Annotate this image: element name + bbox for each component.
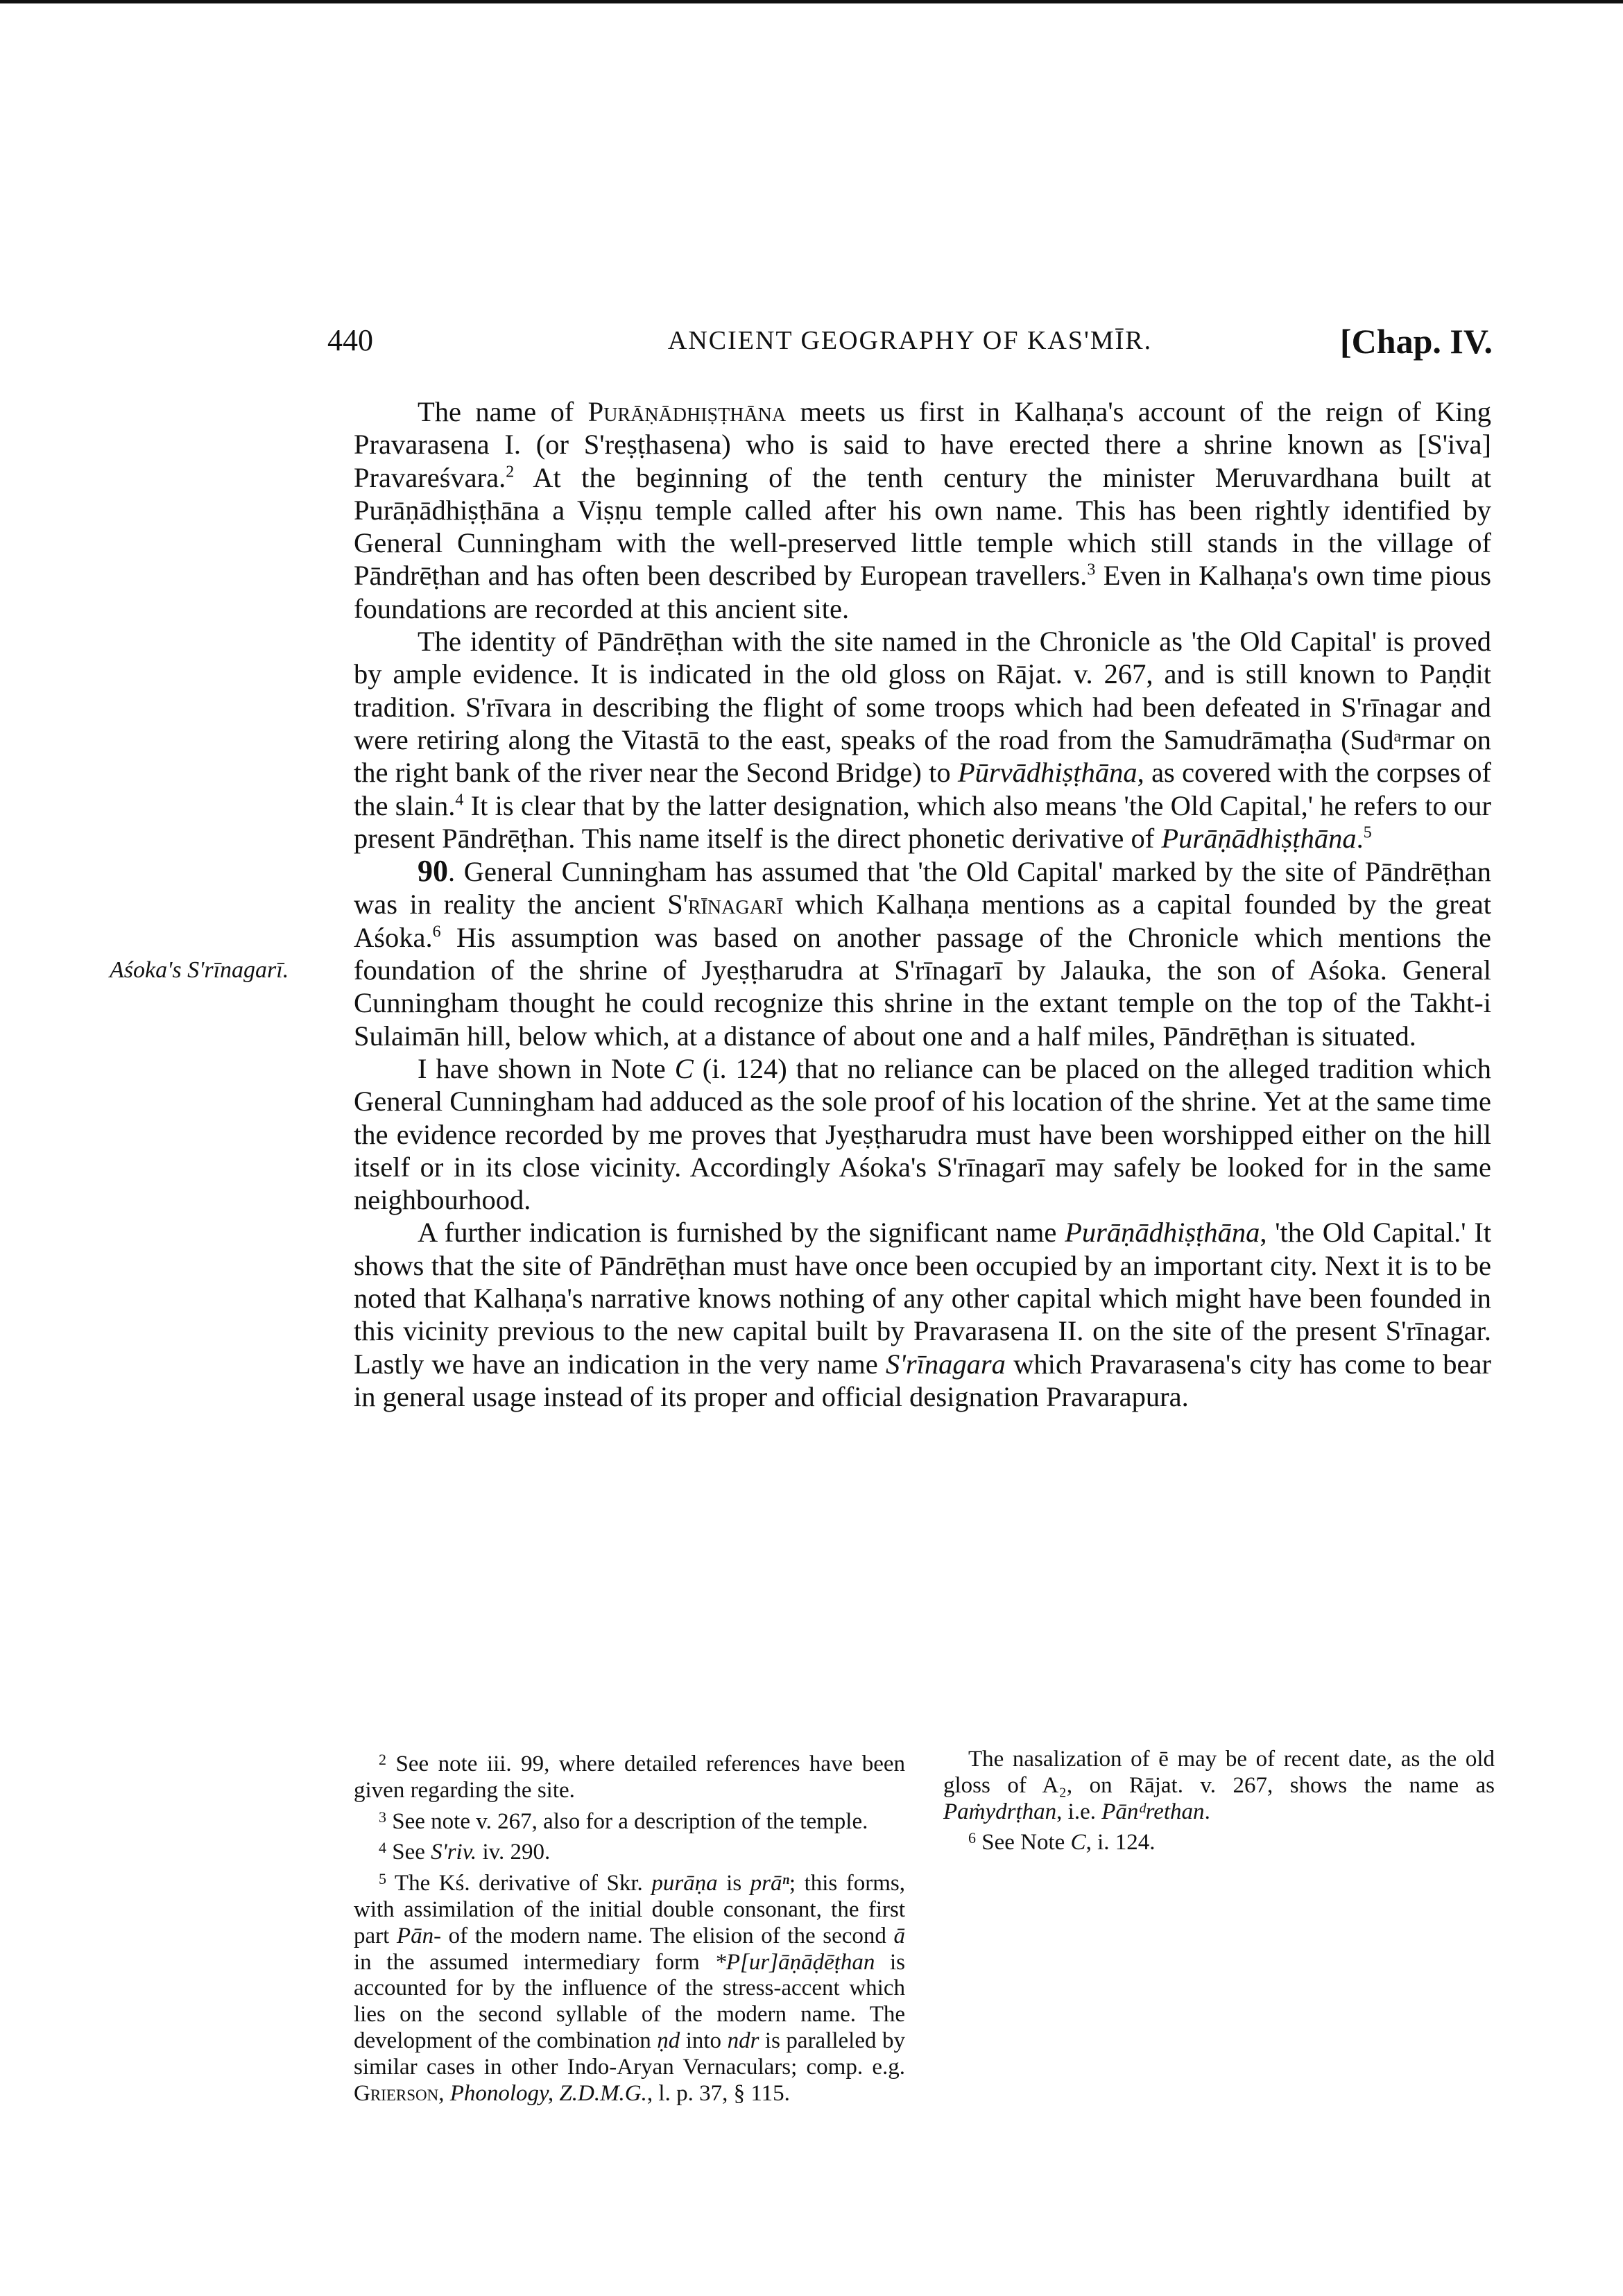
footnote-column-left xyxy=(354,1747,905,2107)
footnote-5: $^5$ The Kś. derivative of Skr. purāṇa is prāⁿ; this forms, with assimilation of the initial double consonant, the first part Pān- of the modern name. The elision of the second ā in the assumed intermediary form *P[ur]āṇāḍēṭhan is accounted for by the influence of the stress-accent which lies on the second syllable of the modern name. The development of the combination ṇd into ndr is paralleled by similar cases in other Indo-Aryan Vernaculars; comp. e.g. Grierson, Phonology, Z.D.M.G., l. p. 37, § 115. xyxy=(354,1870,906,2106)
chapter-label: [Chap. IV. xyxy=(1340,322,1493,361)
footnote-ref: 6 xyxy=(432,923,441,941)
footnote-5-continued: The nasalization of ē may be of recent date, as the old gloss of A₂, on Rājat. v. 267, shows the name as Paṁydrṭhan, i.e. Pānᵈrethan. xyxy=(943,1747,1495,1824)
page-header xyxy=(327,323,1493,371)
paragraph-5: A further indication is furnished by the significant name Purāṇādhiṣṭhāna, 'the Old Capital.' It shows that the site of Pāndrēṭhan must have once been occupied by an important city. Next it is to be noted that Kalhaṇa's narrative knows nothing of any other capital which might have been founded in this vicinity previous to the new capital built by Pravarasena II. on the site of the present S'rīnagar. Lastly we have an indication in the very name S'rīnagara which Pravarasena's city has come to bear in general usage instead of its proper and official designation Pravarapura. xyxy=(354,1217,1491,1412)
page-number: 440 xyxy=(327,323,373,357)
running-title: ANCIENT GEOGRAPHY OF KAS'MĪR. xyxy=(667,326,1153,355)
paragraph-4: I have shown in Note C (i. 124) that no reliance can be placed on the alleged tradition which General Cunningham had adduced as the sole proof of his location of the shrine. Yet at the same time the evidence recorded by me proves that Jyeṣṭharudra must have been worshipped either on the hill itself or in its close vicinity. Accordingly Aśoka's S'rīnagarī may safely be looked for in the same neighbourhood. xyxy=(354,1052,1491,1216)
footnotes xyxy=(354,1747,1495,2106)
top-border-rule xyxy=(0,0,1623,3)
footnote-2: $^2$ See note iii. 99, where detailed references have been given regarding the site. xyxy=(354,1751,905,1803)
paragraph-section-90: 90. General Cunningham has assumed that 'the Old Capital' marked by the site of Pāndrēṭhan was in reality the ancient S'rīnagarī which Kalhaṇa mentions as a capital founded by the great Aśoka.$^6$ His assumption was based on another passage of the Chronicle which mentions the foundation of the shrine of Jyeṣṭharudra at S'rīnagarī by Jalauka, the son of Aśoka. General Cunningham thought he could recognize this shrine in the extant temple on the top of the Takht-i Sulaimān hill, below which, at a distance of about one and a half miles, Pāndrēṭhan is situated. xyxy=(354,854,1492,1052)
footnote-ref: 2 xyxy=(506,463,515,481)
footnote-column-right xyxy=(943,1747,1495,1856)
footnote-ref: 3 xyxy=(1087,560,1096,579)
footnote-6: $^6$ See Note C, i. 124. xyxy=(968,1829,1156,1856)
section-number: 90 xyxy=(418,854,448,889)
footnote-3: $^3$ See note v. 267, also for a description of the temple. xyxy=(379,1808,868,1834)
margin-note: Aśoka's S'rīnagarī. xyxy=(110,957,289,983)
footnote-ref: 4 xyxy=(455,791,464,809)
paragraph-2: The identity of Pāndrēṭhan with the site named in the Chronicle as 'the Old Capital' is proved by ample evidence. It is indicated in the old gloss on Rājat. v. 267, and is still known to Paṇḍit tradition. S'rīvara in describing the flight of some troops which had been defeated in S'rīnagar and were retiring along the Vitastā to the east, speaks of the road from the Samudrāmaṭha (Sudᵃrmar on the right bank of the river near the Second Bridge) to Pūrvādhiṣṭhāna, as covered with the corpses of the slain.$^4$ It is clear that by the latter designation, which also means 'the Old Capital,' he refers to our present Pāndrēṭhan. This name itself is the direct phonetic derivative of Purāṇādhiṣṭhāna.$^5$ xyxy=(354,626,1491,854)
footnote-ref: 5 xyxy=(1363,823,1372,842)
paragraph-1: The name of Purāṇādhiṣṭhāna meets us first in Kalhaṇa's account of the reign of King Pravarasena I. (or S'reṣṭhasena) who is said to have erected there a shrine known as [S'iva] Pravareśvara.$^2$ At the beginning of the tenth century the minister Meruvardhana built at Purāṇādhiṣṭhāna a Viṣṇu temple called after his own name. This has been rightly identified by General Cunningham with the well-preserved little temple which still stands in the village of Pāndrēṭhan and has often been described by European travellers.$^3$ Even in Kalhaṇa's own time pious foundations are recorded at this ancient site. xyxy=(354,396,1492,624)
main-text xyxy=(354,395,1491,1413)
footnote-4: $^4$ See S'riv. iv. 290. xyxy=(379,1839,551,1865)
